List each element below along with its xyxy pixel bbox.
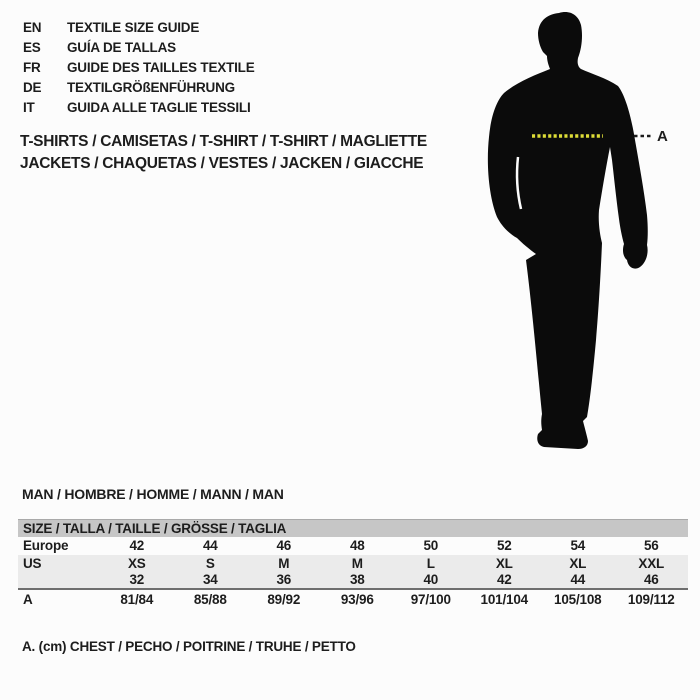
size-cell: 89/92 [247,589,321,610]
size-cell: 93/96 [321,589,395,610]
language-code: ES [23,40,41,55]
size-cell: 81/84 [100,589,174,610]
size-cell: 36 [247,572,321,589]
language-row [23,18,255,38]
language-row [23,58,255,78]
size-cell: XL [541,555,615,572]
size-cell: 32 [100,572,174,589]
size-cell: 97/100 [394,589,468,610]
male-silhouette-figure [475,5,675,465]
size-cell: 44 [541,572,615,589]
table-row-europe [18,537,688,555]
size-cell: 101/104 [468,589,542,610]
size-cell: 34 [174,572,248,589]
language-code: FR [23,60,41,75]
language-title: GUIDA ALLE TAGLIE TESSILI [67,100,251,115]
language-title: TEXTILE SIZE GUIDE [67,20,200,35]
size-cell: 38 [321,572,395,589]
section-heading-man: MAN / HOMBRE / HOMME / MANN / MAN [22,486,284,502]
measurement-legend: A. (cm) CHEST / PECHO / POITRINE / TRUHE / PETTO [22,639,356,654]
size-cell: XXL [615,555,689,572]
measure-label-a: A [657,128,668,145]
man-silhouette [488,12,648,449]
language-row [23,98,255,118]
size-cell: 52 [496,538,512,553]
size-row-label: A [18,589,100,610]
size-cell: 85/88 [174,589,248,610]
language-title: GUIDE DES TAILLES TEXTILE [67,60,255,75]
size-cell: 56 [643,538,659,553]
size-table-header-row [18,520,688,537]
language-code: DE [23,80,42,95]
table-row-chest-cm [18,589,688,610]
language-row [23,38,255,58]
language-title-list [23,18,255,118]
table-row-numeric [18,572,688,589]
size-row-label [18,572,100,589]
language-row [23,78,255,98]
size-cell: 46 [615,572,689,589]
size-cell: 54 [570,538,586,553]
size-cell: 48 [349,538,365,553]
size-cell: XL [468,555,542,572]
size-cell: 50 [423,538,439,553]
table-row-us [18,555,688,572]
size-cell: M [247,555,321,572]
size-row-label: US [18,555,100,572]
size-cell: S [174,555,248,572]
product-line-tshirts: T-SHIRTS / CAMISETAS / T-SHIRT / T-SHIRT / MAGLIETTE [20,133,427,150]
size-cell: 105/108 [541,589,615,610]
size-row-label: Europe [23,538,69,553]
size-cell: 42 [468,572,542,589]
size-cell: 40 [394,572,468,589]
size-cell: 44 [202,538,218,553]
size-cell: XS [100,555,174,572]
size-cell: 109/112 [615,589,689,610]
silhouette-svg [475,5,675,465]
size-cell: 46 [276,538,292,553]
language-code: IT [23,100,35,115]
product-type-lines [20,131,427,174]
size-cell: 42 [129,538,145,553]
size-cell: M [321,555,395,572]
language-title: GUÍA DE TALLAS [67,40,176,55]
product-line-jackets: JACKETS / CHAQUETAS / VESTES / JACKEN / GIACCHE [20,154,424,172]
language-title: TEXTILGRÖßENFÜHRUNG [67,80,235,95]
language-code: EN [23,20,42,35]
size-cell: L [394,555,468,572]
size-table-header: SIZE / TALLA / TAILLE / GRÖSSE / TAGLIA [18,520,688,537]
size-table [18,519,688,610]
